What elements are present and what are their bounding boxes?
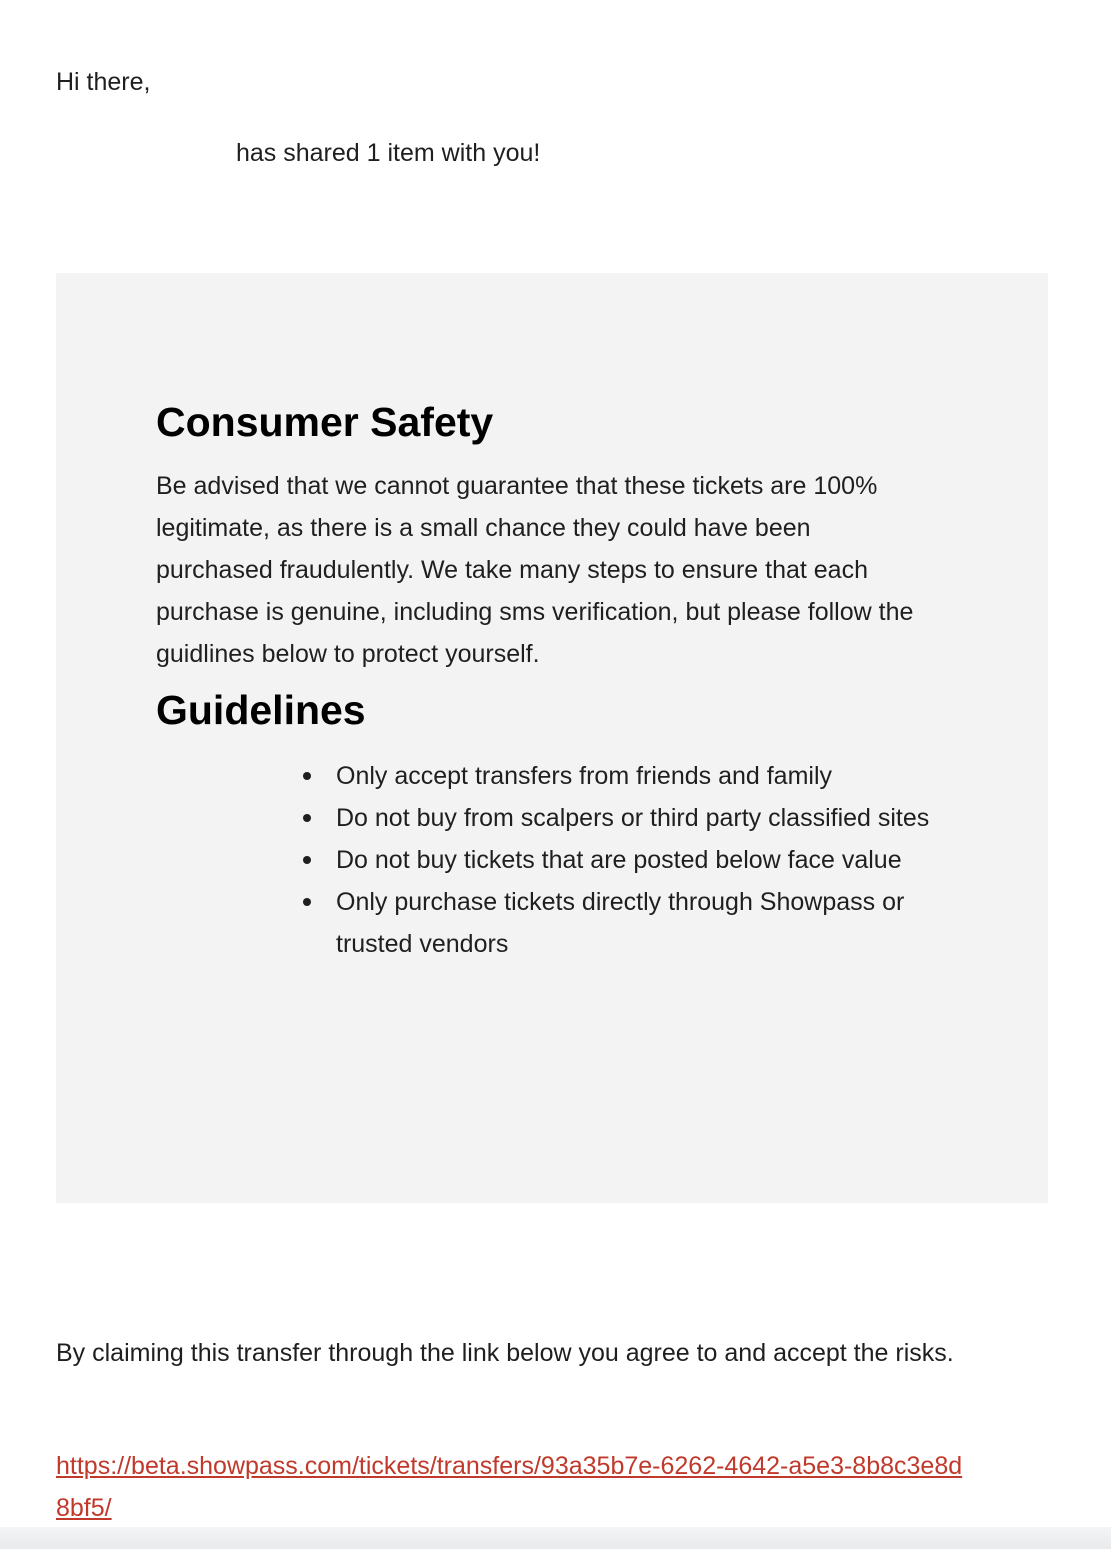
transfer-link[interactable]: https://beta.showpass.com/tickets/transfers/93a35b7e-6262-4642-a5e3-8b8c3e8d8bf5/ (56, 1452, 963, 1522)
bullet-icon (303, 814, 311, 822)
guideline-item-text: Only accept transfers from friends and family (336, 762, 833, 790)
shared-message (56, 133, 540, 173)
guideline-item (336, 755, 956, 797)
consumer-safety-title: Consumer Safety (156, 399, 494, 445)
sender-name-blank (56, 140, 236, 168)
agreement-text: By claiming this transfer through the link below you agree to and accept the risks. (56, 1339, 954, 1367)
consumer-safety-body: Be advised that we cannot guarantee that these tickets are 100% legitimate, as there is a small chance they could have been purchased fraudulently. We take many steps to ensure that each purchase is genuine, including sms verification, but please follow the guidlines below to protect yourself. (156, 472, 914, 668)
bullet-icon (303, 772, 311, 780)
greeting-text: Hi there, (56, 68, 151, 96)
bullet-icon (303, 898, 311, 906)
guideline-item (336, 881, 956, 965)
guideline-item-text: Only purchase tickets directly through Showpass or trusted vendors (336, 888, 905, 958)
window-bottom-edge (0, 1527, 1111, 1549)
guideline-item (336, 839, 956, 881)
guidelines-list (156, 755, 930, 965)
bullet-icon (303, 856, 311, 864)
guideline-item (336, 797, 956, 839)
consumer-safety-panel (56, 273, 1048, 1203)
guideline-item-text: Do not buy tickets that are posted below face value (336, 846, 902, 874)
guidelines-title: Guidelines (156, 687, 366, 733)
consumer-safety-content (156, 391, 930, 965)
shared-message-text: has shared 1 item with you! (236, 139, 541, 167)
guideline-item-text: Do not buy from scalpers or third party classified sites (336, 804, 930, 832)
